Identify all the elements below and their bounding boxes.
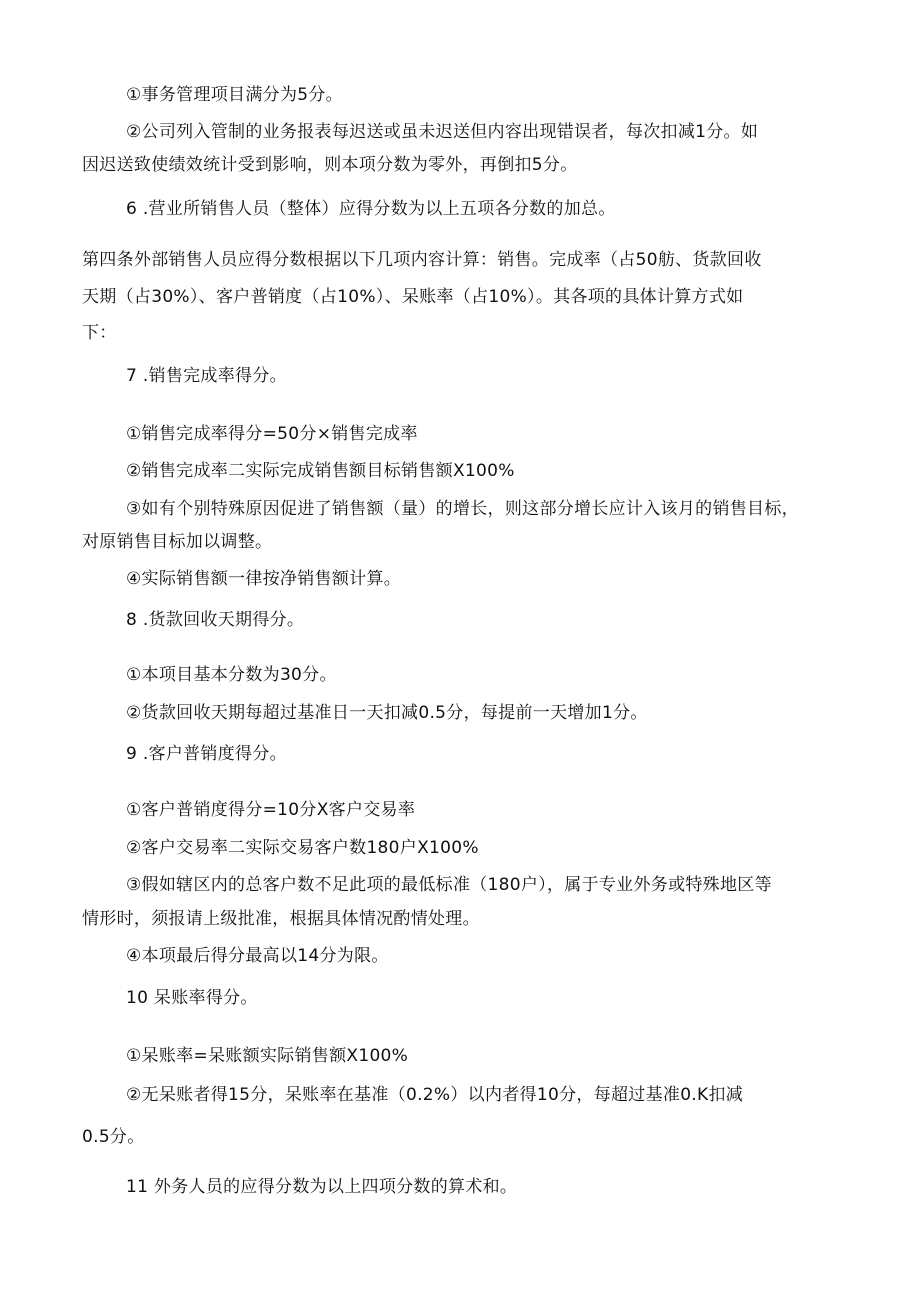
text-line: ④本项最后得分最高以14分为限。 [126,946,389,966]
text-line: 9 .客户普销度得分。 [126,744,287,764]
text-line: ③假如辖区内的总客户数不足此项的最低标准（180户），属于专业外务或特殊地区等 [126,875,772,895]
text-line: ④实际销售额一律按净销售额计算。 [126,569,402,589]
text-line: ①事务管理项目满分为5分。 [126,85,343,105]
text-line: 对原销售目标加以调整。 [82,532,273,552]
text-line: ②客户交易率二实际交易客户数180户X100% [126,838,479,858]
text-line: ①销售完成率得分=50分×销售完成率 [126,424,418,444]
text-line: ②无呆账者得15分，呆账率在基准（0.2%）以内者得10分，每超过基准0.K扣减 [126,1085,744,1105]
text-line: ①客户普销度得分=10分X客户交易率 [126,800,416,820]
text-line: ②公司列入管制的业务报表每迟送或虽未迟送但内容出现错误者，每次扣减1分。如 [126,122,759,142]
text-line: ①呆账率=呆账额实际销售额X100% [126,1046,409,1066]
text-line: 6 .营业所销售人员（整体）应得分数为以上五项各分数的加总。 [126,199,616,219]
text-line: ③如有个别特殊原因促进了销售额（量）的增长，则这部分增长应计入该月的销售目标， [126,499,799,519]
text-line: 10 呆账率得分。 [126,988,258,1008]
text-line: 第四条外部销售人员应得分数根据以下几项内容计算：销售。完成率（占50舫、货款回收 [82,250,762,270]
text-line: 因迟送致使绩效统计受到影响，则本项分数为零外，再倒扣5分。 [82,155,578,175]
text-line: ①本项目基本分数为30分。 [126,665,337,685]
text-line: 天期（占30%）、客户普销度（占10%）、呆账率（占10%）。其各项的具体计算方式如 [82,287,744,307]
text-line: 情形时，须报请上级批准，根据具体情况酌情处理。 [82,909,480,929]
text-line: 0.5分。 [82,1127,145,1147]
text-line: ②货款回收天期每超过基准日一天扣减0.5分，每提前一天增加1分。 [126,703,648,723]
text-line: 8 .货款回收天期得分。 [126,610,305,630]
text-line: ②销售完成率二实际完成销售额目标销售额X100% [126,461,515,481]
text-line: 11 外务人员的应得分数为以上四项分数的算术和。 [126,1177,518,1197]
text-line: 下： [82,323,117,343]
text-line: 7 .销售完成率得分。 [126,366,287,386]
